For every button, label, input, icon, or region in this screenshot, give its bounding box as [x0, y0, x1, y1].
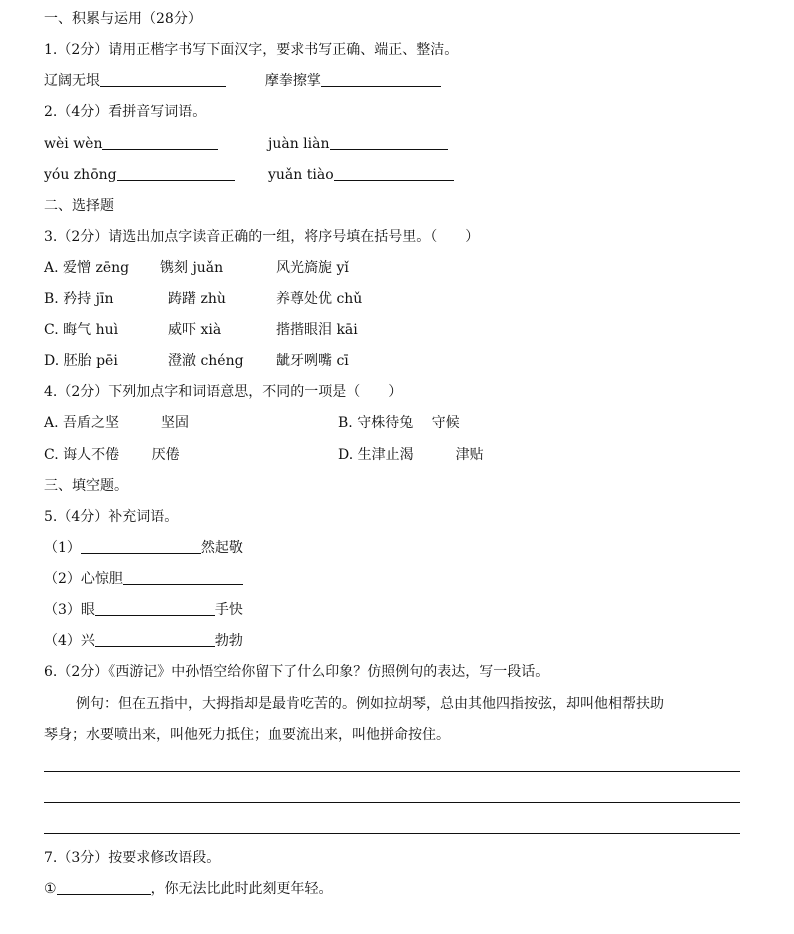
option-c-word-2: 威吓 xià: [168, 322, 222, 338]
fill-item-1: （1） 然起敬: [44, 540, 243, 556]
question-3-stem: 3.（2分）请选出加点字读音正确的一组，将序号填在括号里。（ ）: [44, 229, 480, 245]
option-a[interactable]: A. 爱憎 zēng: [44, 260, 130, 276]
writing-line[interactable]: [44, 833, 740, 834]
option-b[interactable]: B. 守株待兔 守候: [338, 415, 460, 431]
option-b[interactable]: B. 矜持 jīn: [44, 291, 114, 307]
option-d-word-2: 澄澈 chéng: [168, 353, 244, 369]
option-b-word-2: 踌躇 zhù: [168, 291, 226, 307]
answer-blank[interactable]: [330, 135, 448, 150]
fill-item-4: （4）兴 勃勃: [44, 633, 243, 649]
example-sentence: 例句：但在五指中，大拇指却是最肯吃苦的。例如拉胡琴，总由其他四指按弦，却叫他相帮扶助: [76, 696, 664, 712]
question-1-stem: 1.（2分）请用正楷字书写下面汉字，要求书写正确、端正、整洁。: [44, 42, 459, 58]
section-heading-3: 三、填空题。: [44, 478, 128, 494]
answer-blank[interactable]: [95, 601, 215, 616]
answer-blank[interactable]: [57, 880, 151, 895]
example-sentence-cont: 琴身；水要喷出来，叫他死力抵住；血要流出来，叫他拼命按住。: [44, 727, 450, 743]
question-6-stem: 6.（2分）《西游记》中孙悟空给你留下了什么印象？仿照例句的表达，写一段话。: [44, 664, 550, 680]
answer-blank[interactable]: [117, 166, 235, 181]
answer-blank[interactable]: [123, 570, 243, 585]
option-d[interactable]: D. 胚胎 pēi: [44, 353, 118, 369]
pinyin-item-3: yóu zhōng: [44, 165, 235, 185]
fill-item-2: （2）心惊胆: [44, 569, 243, 589]
word-2: 摩拳擦掌: [264, 73, 321, 89]
question-7-stem: 7.（3分）按要求修改语段。: [44, 850, 221, 866]
option-c[interactable]: C. 诲人不倦 厌倦: [44, 447, 180, 463]
option-d-word-3: 龇牙咧嘴 cī: [276, 353, 349, 369]
answer-blank[interactable]: [81, 539, 201, 554]
question-2-stem: 2.（4分）看拼音写词语。: [44, 104, 207, 120]
option-a-word-2: 镌刻 juǎn: [160, 260, 224, 276]
option-d[interactable]: D. 生津止渴 津贴: [338, 447, 484, 463]
pinyin-item-4: yuǎn tiào: [268, 165, 454, 185]
answer-blank[interactable]: [100, 72, 226, 87]
writing-line[interactable]: [44, 802, 740, 803]
option-c[interactable]: C. 晦气 huì: [44, 322, 119, 338]
answer-blank[interactable]: [321, 72, 441, 87]
option-a-word-3: 风光旖旎 yǐ: [276, 260, 349, 276]
option-a[interactable]: A. 吾盾之坚 坚固: [44, 415, 190, 431]
answer-blank[interactable]: [95, 632, 215, 647]
fill-item-3: （3）眼 手快: [44, 602, 243, 618]
answer-blank[interactable]: [102, 135, 218, 150]
option-b-word-3: 养尊处优 chǔ: [276, 291, 363, 307]
option-c-word-3: 揩揩眼泪 kāi: [276, 322, 358, 338]
question-1-row: [44, 71, 441, 91]
section-heading-1: 一、积累与运用（28分）: [44, 11, 202, 27]
word-1: 辽阔无垠: [44, 73, 100, 89]
writing-line[interactable]: [44, 771, 740, 772]
answer-blank[interactable]: [334, 166, 454, 181]
pinyin-item-1: wèi wèn: [44, 134, 218, 154]
pinyin-item-2: juàn liàn: [268, 134, 448, 154]
revise-item-1: ① ，你无法比此时此刻更年轻。: [44, 881, 333, 897]
question-5-stem: 5.（4分）补充词语。: [44, 509, 179, 525]
question-4-stem: 4.（2分）下列加点字和词语意思，不同的一项是（ ）: [44, 384, 403, 400]
section-heading-2: 二、选择题: [44, 198, 114, 214]
